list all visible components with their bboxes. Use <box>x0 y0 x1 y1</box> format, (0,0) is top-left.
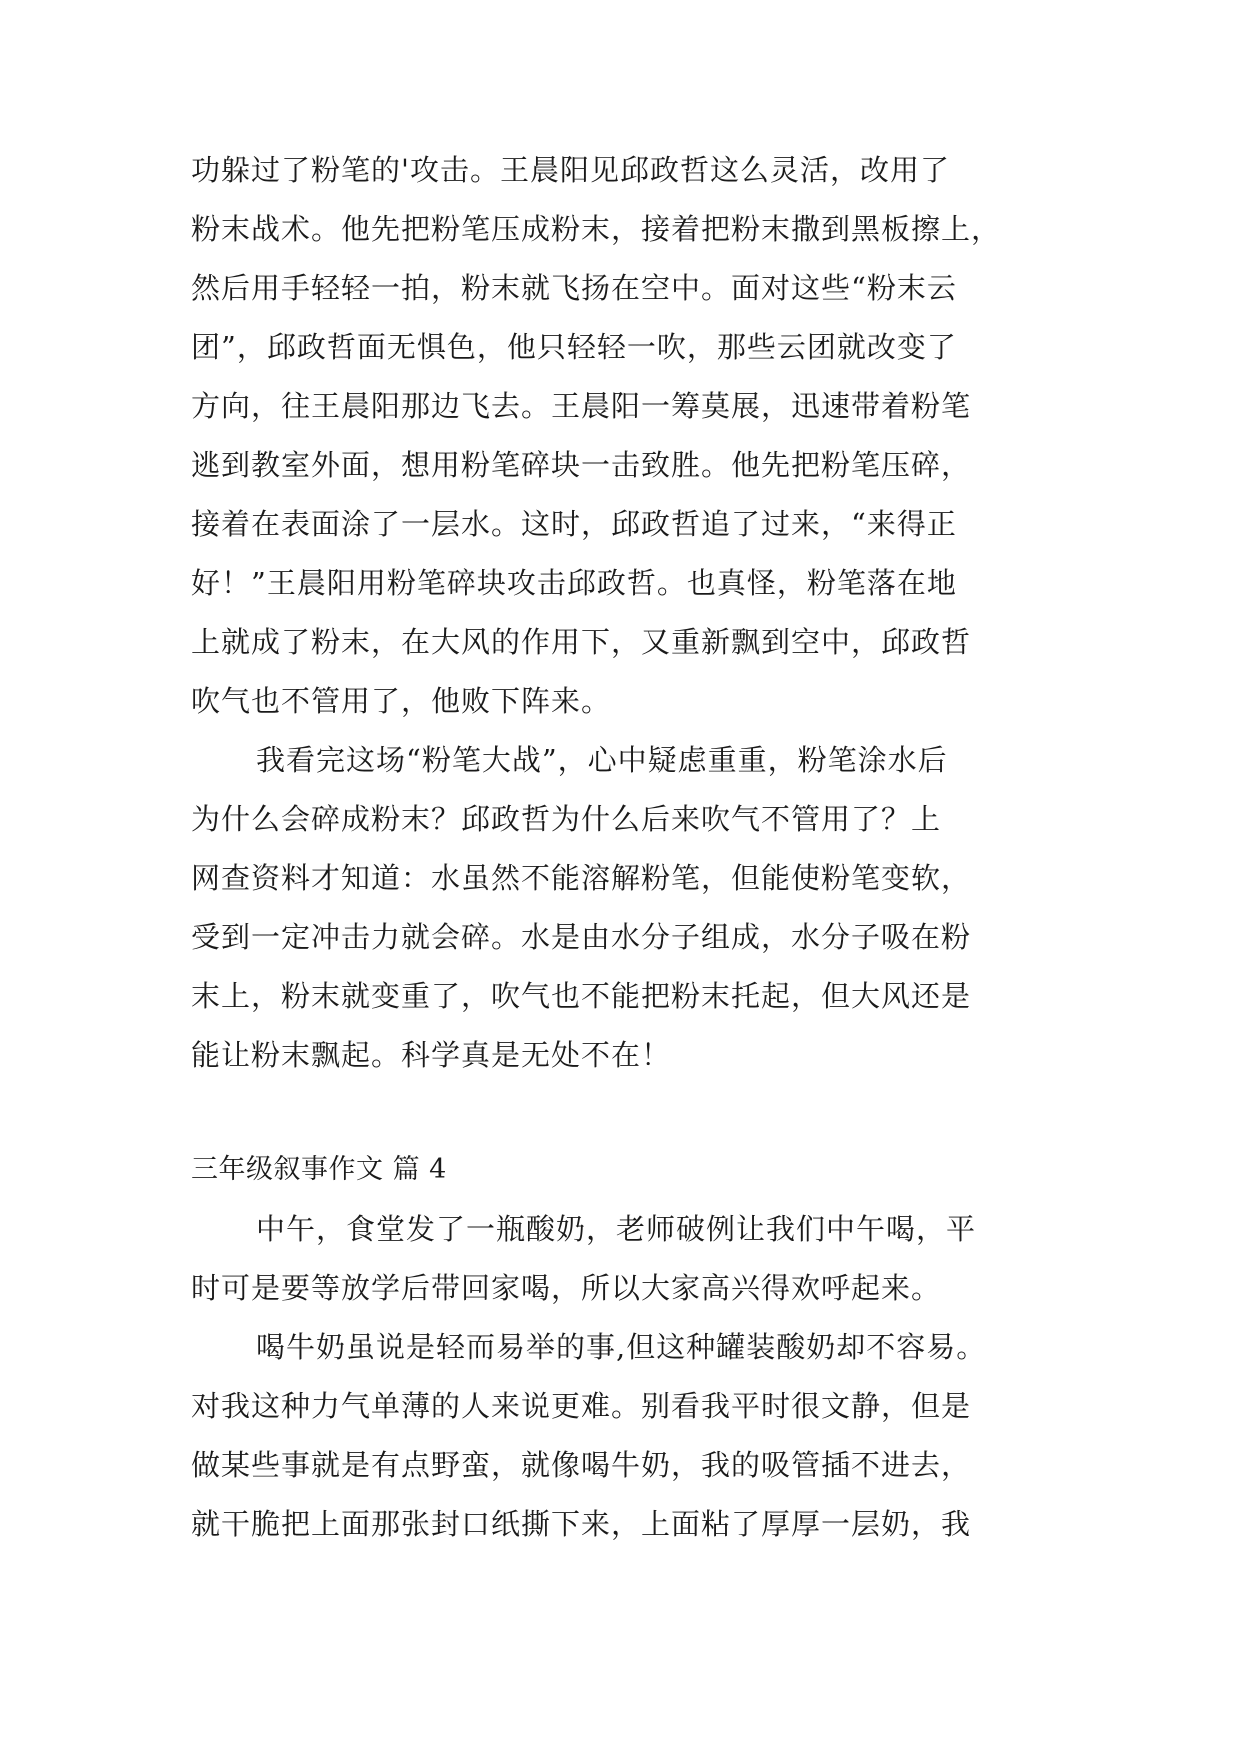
paragraph-line: 能让粉末飘起。科学真是无处不在！ <box>191 1038 672 1072</box>
paragraph-line: 喝牛奶虽说是轻而易举的事,但这种罐装酸奶却不容易。 <box>256 1330 987 1364</box>
paragraph-line: 中午，食堂发了一瓶酸奶，老师破例让我们中午喝，平 <box>256 1212 977 1246</box>
paragraph-line: 接着在表面涂了一层水。这时，邱政哲追了过来，“来得正 <box>191 507 957 541</box>
paragraph-line: 方向，往王晨阳那边飞去。王晨阳一筹莫展，迅速带着粉笔 <box>191 389 972 423</box>
paragraph-line: 就干脆把上面那张封口纸撕下来，上面粘了厚厚一层奶，我 <box>191 1507 972 1541</box>
paragraph-line: 网查资料才知道：水虽然不能溶解粉笔，但能使粉笔变软， <box>191 861 972 895</box>
paragraph-line: 我看完这场“粉笔大战”，心中疑虑重重，粉笔涂水后 <box>256 743 948 777</box>
paragraph-line: 吹气也不管用了，他败下阵来。 <box>191 684 612 718</box>
section-heading: 三年级叙事作文 篇 4 <box>191 1154 447 1185</box>
paragraph-line: 为什么会碎成粉末？邱政哲为什么后来吹气不管用了？上 <box>191 802 942 836</box>
paragraph-line: 时可是要等放学后带回家喝，所以大家高兴得欢呼起来。 <box>191 1271 942 1305</box>
paragraph-line: 好！”王晨阳用粉笔碎块攻击邱政哲。也真怪，粉笔落在地 <box>191 566 957 600</box>
paragraph-line: 受到一定冲击力就会碎。水是由水分子组成，水分子吸在粉 <box>191 920 972 954</box>
paragraph-line: 末上，粉末就变重了，吹气也不能把粉末托起，但大风还是 <box>191 979 972 1013</box>
paragraph-line: 上就成了粉末，在大风的作用下，又重新飘到空中，邱政哲 <box>191 625 972 659</box>
paragraph-line: 对我这种力气单薄的人来说更难。别看我平时很文静，但是 <box>191 1389 972 1423</box>
paragraph-line: 功躲过了粉笔的'攻击。王晨阳见邱政哲这么灵活，改用了 <box>191 153 950 187</box>
paragraph-line: 然后用手轻轻一拍，粉末就飞扬在空中。面对这些“粉末云 <box>191 271 957 305</box>
paragraph-line: 团”，邱政哲面无惧色，他只轻轻一吹，那些云团就改变了 <box>191 330 957 364</box>
paragraph-line: 逃到教室外面，想用粉笔碎块一击致胜。他先把粉笔压碎， <box>191 448 972 482</box>
paragraph-line: 做某些事就是有点野蛮，就像喝牛奶，我的吸管插不进去， <box>191 1448 972 1482</box>
paragraph-line: 粉末战术。他先把粉笔压成粉末，接着把粉末撒到黑板擦上， <box>191 212 1002 246</box>
